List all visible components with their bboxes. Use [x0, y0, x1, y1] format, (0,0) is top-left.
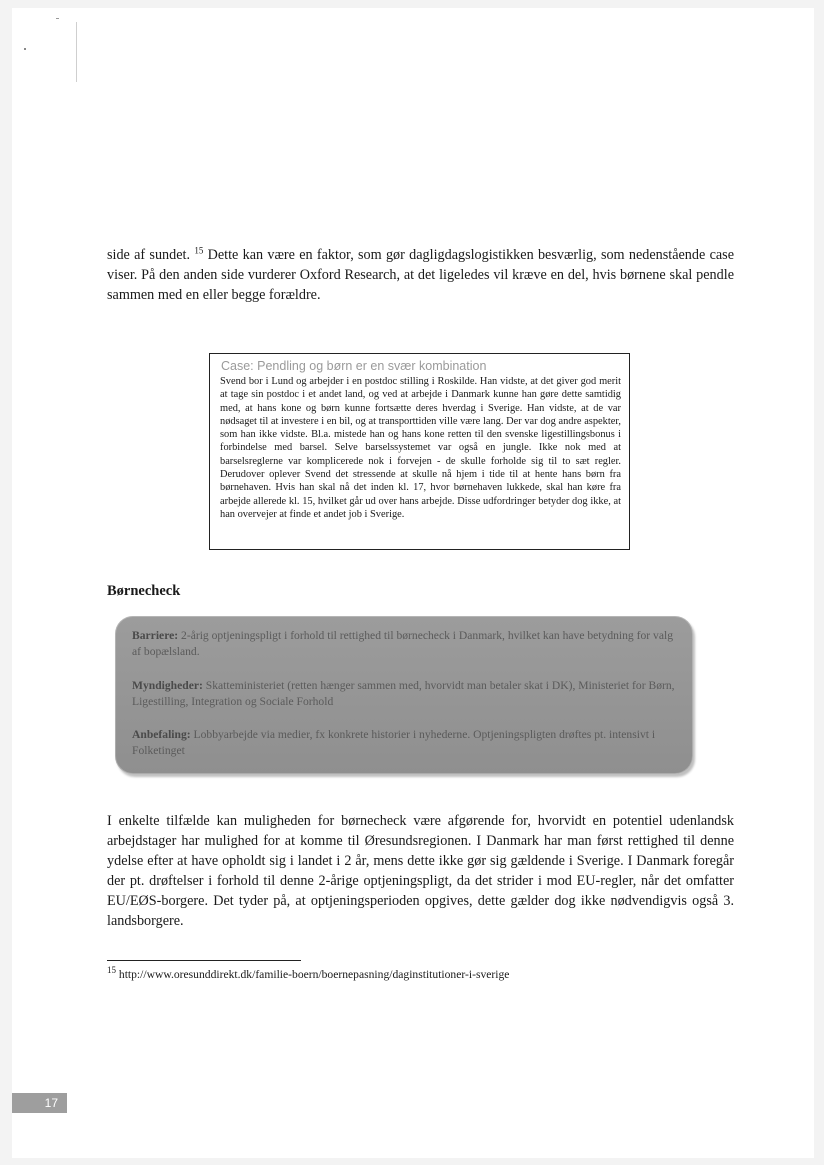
summary-item-label: Anbefaling:: [132, 728, 191, 741]
scan-mark: [56, 18, 59, 19]
body-paragraph-1: [107, 245, 734, 305]
summary-item-barrier: [132, 628, 677, 660]
summary-item-authorities: [132, 678, 677, 710]
summary-box: [115, 616, 693, 774]
body-paragraph-2: I enkelte tilfælde kan muligheden for børnecheck være afgørende for, hvorvidt en potentiel udenlandsk arbejdstager har mulighed for at komme til Øresundsregionen. I Danmark har man først rettighed til denne ydelse efter at have opholdt sig i landet i 2 år, mens dette ikke gør sig gældende i Sverige. I Danmark foregår der pt. drøftelser i forhold til denne 2-årige optjeningspligt, da det strider i mod EU-regler, når det omfatter EU/EØS-borgere. Det tyder på, at optjeningsperioden opgives, dette gælder dog ikke nødvendigvis også 3. landsborgere.: [107, 813, 734, 929]
case-box: [209, 353, 630, 550]
scan-mark: [24, 48, 26, 50]
summary-item-text: 2-årig optjeningspligt i forhold til rettighed til børnecheck i Danmark, hvilket kan have betydning for valg af bopælsland.: [132, 629, 674, 658]
summary-item-recommendation: [132, 727, 677, 759]
paragraph-text: side af sundet.: [107, 247, 191, 263]
case-body: Svend bor i Lund og arbejder i en postdoc stilling i Roskilde. Han vidste, at det giver god merit at tage sin postdoc i et andet land, og ved at arbejde i Danmark kunne han gøre dette samtidig med, at hans kone og børn kunne fortsætte deres hverdag i Sverige. Han vidste, at de var nødsaget til at investere i en bil, og at transporttiden ville være lang. Der var dog andre aspekter, som han ikke vidste. Bl.a. mistede han og hans kone retten til den svenske ligestillingsbonus i forbindelse med barsel. Selve barselssystemet var også en jungle. Ikke nok med at barselsreglerne var komplicerede nok i forvejen - de skulle forholde sig til to sæt regler. Derudover oplever Svend det stressende at skulle nå hjem i tide til at hente hans børn fra børnehaven. Hvis han skal nå det inden kl. 17, hvor børnehaven lukkede, skal han køre fra arbejde allerede kl. 15, hvilket går ud over hans arbejde. Disse udfordringer betyder dog ikke, at han overvejer at finde et andet job i Sverige.: [220, 376, 621, 520]
margin-line: [76, 22, 77, 82]
summary-item-text: Lobbyarbejde via medier, fx konkrete historier i nyhederne. Optjeningspligten drøftes pt. intensivt i Folketinget: [132, 728, 656, 757]
paragraph-text: Dette kan være en faktor, som gør dagligdagslogistikken besværlig, som nedenstående case viser. På den anden side vurderer Oxford Research, at det ligeledes vil kræve en del, hvis børnene skal pendle sammen med en eller begge forældre.: [107, 247, 734, 303]
summary-item-label: Myndigheder:: [132, 679, 203, 692]
footnote-reference[interactable]: 15: [194, 245, 204, 256]
section-heading: Børnecheck: [107, 583, 181, 599]
summary-item-text: Skatteministeriet (retten hænger sammen med, hvorvidt man betaler skat i DK), Ministeriet for Børn, Ligestilling, Integration og Sociale Forhold: [132, 679, 675, 708]
summary-item-label: Barriere:: [132, 629, 179, 642]
page-number: 17: [12, 1093, 67, 1113]
case-title: Case: Pendling og børn er en svær kombination: [221, 359, 487, 373]
footnote: [107, 965, 510, 981]
footnote-number: 15: [107, 965, 116, 976]
footnote-link[interactable]: http://www.oresunddirekt.dk/familie-boern/boernepasning/daginstitutioner-i-sverige: [116, 968, 510, 981]
footnote-divider: [107, 960, 301, 961]
